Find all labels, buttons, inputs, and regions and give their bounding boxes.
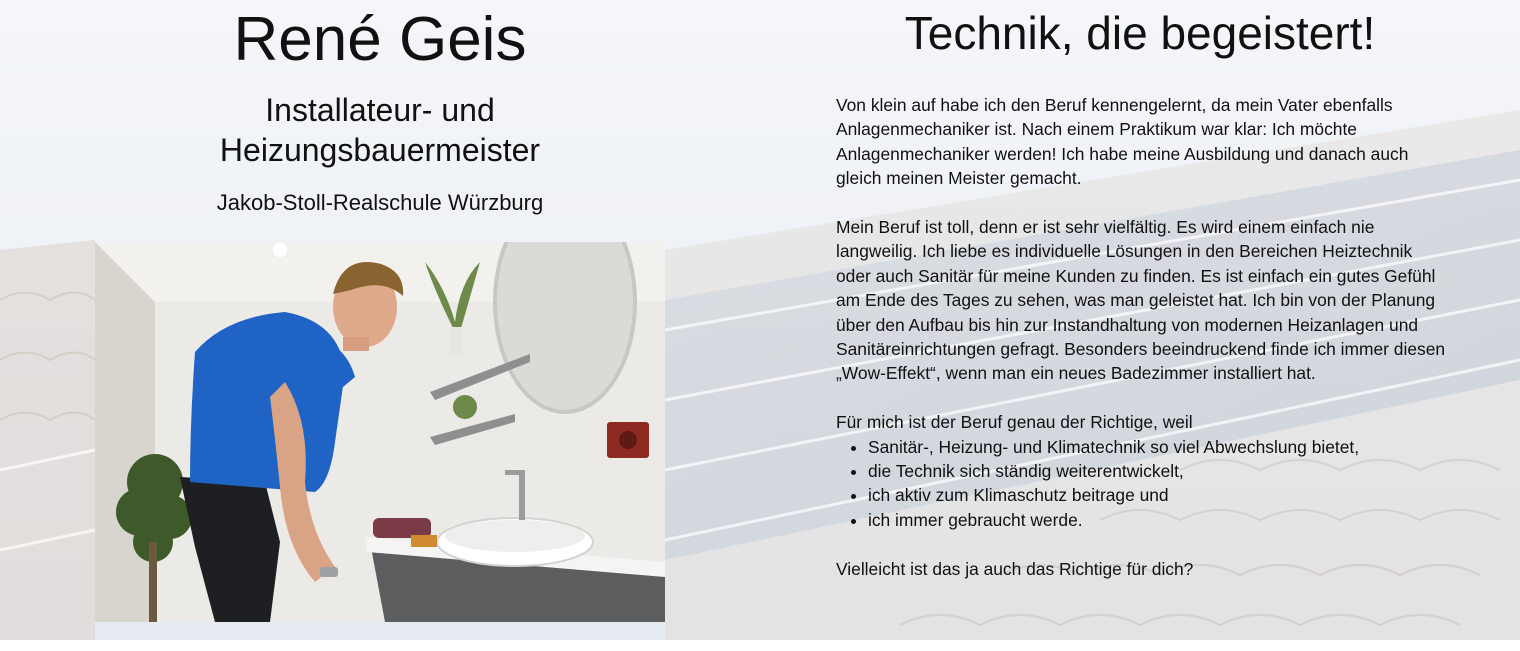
list-item: • die Technik sich ständig weiterentwickelt, [868, 459, 1446, 483]
closing-question: Vielleicht ist das ja auch das Richtige für dich? [836, 558, 1194, 579]
person-name: René Geis [233, 5, 527, 74]
list-item: • ich aktiv zum Klimaschutz beitrage und [868, 483, 1446, 507]
school-name: Jakob-Stoll-Realschule Würzburg [216, 190, 544, 215]
reasons-intro: Für mich ist der Beruf genau der Richtige, weil [836, 412, 1193, 433]
bottom-strip [0, 640, 1520, 651]
bathroom-photo-illustration [95, 242, 665, 622]
reasons-list [836, 435, 1446, 533]
article-heading: Technik, die begeistert! [904, 7, 1376, 59]
person-role: Installateur- und Heizungsbauermeister [219, 92, 541, 168]
paragraph-intro: Von klein auf habe ich den Beruf kennengelernt, da mein Vater ebenfalls Anlagenmechaniker ist. Nach einem Praktikum war klar: Ich möchte Anlagenmechaniker werden! Ich habe meine Ausbildung und danach auch gleich meinen Meister gemacht. [836, 95, 1409, 189]
article-body [836, 93, 1446, 605]
list-item: • Sanitär-, Heizung- und Klimatechnik so viel Abwechslung bietet, [868, 435, 1446, 459]
paragraph-job-description: Mein Beruf ist toll, denn er ist sehr vielfältig. Es wird einem einfach nie langweilig. Ich liebe es individuelle Lösungen in den Bereichen Heiztechnik oder auch Sanitär für meine Kunden zu finden. Es ist einfach ein gutes Gefühl am Ende des Tages zu sehen, was man geleistet hat. Ich bin von der Planung über den Aufbau bis hin zur Instandhaltung von modernen Heizanlagen und Sanitäreinrichtungen gefragt. Besonders beeindruckend finde ich immer diesen „Wow-Effekt“, wenn man ein neues Badezimmer installiert hat. [836, 217, 1446, 384]
portrait-photo [95, 242, 665, 622]
list-item: • ich immer gebraucht werde. [868, 508, 1446, 532]
